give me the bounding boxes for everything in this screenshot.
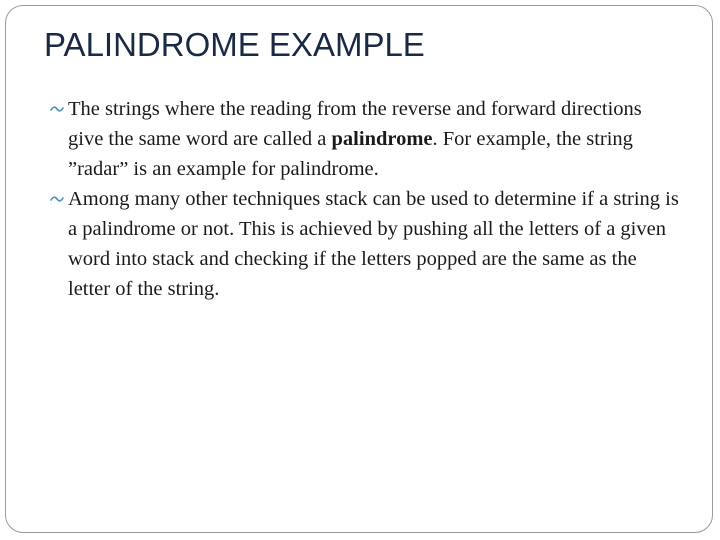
bullet-item bbox=[50, 184, 680, 304]
bullet-item bbox=[50, 94, 680, 184]
bullet-text-after: . For example, the string ”radar” is an example for palindrome. bbox=[68, 128, 633, 180]
wave-bullet-icon bbox=[50, 104, 66, 114]
bullet-text-before: The strings where the reading from the reverse and forward directions give the same word are called a bbox=[68, 98, 642, 150]
bullet-list bbox=[50, 94, 680, 304]
wave-bullet-icon bbox=[50, 194, 66, 204]
bullet-bold-term: palindrome bbox=[331, 128, 433, 150]
bullet-text bbox=[68, 184, 680, 304]
bullet-text bbox=[68, 94, 680, 184]
bullet-text-before: Among many other techniques stack can be used to determine if a string is a palindrome or not. This is achieved by pushing all the letters of a given word into stack and checking if the letters popped are the same as the letter of the string. bbox=[68, 188, 679, 300]
slide-title: PALINDROME EXAMPLE bbox=[44, 26, 425, 63]
